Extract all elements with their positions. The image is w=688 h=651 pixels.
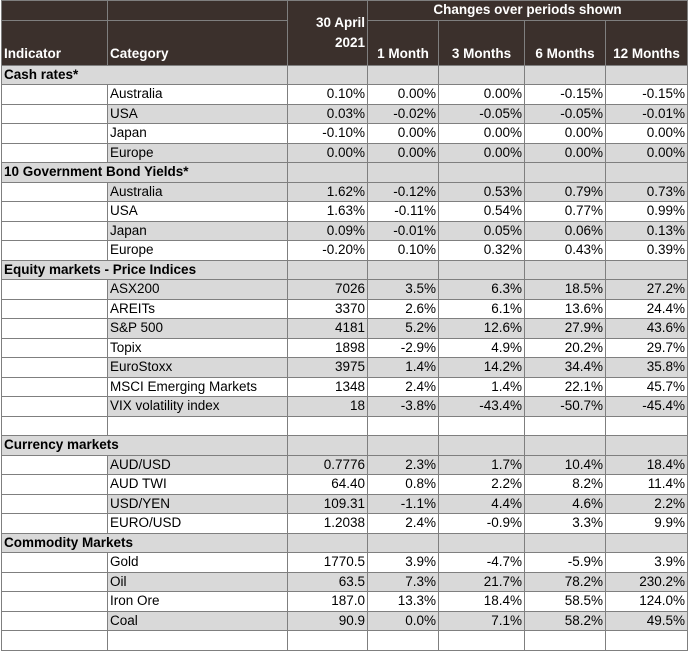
value-cell: 7026 <box>288 280 368 300</box>
header-blank-category <box>108 1 288 21</box>
table-row <box>2 124 688 144</box>
change-cell-m12: -0.01% <box>606 104 688 124</box>
indicator-cell <box>2 611 108 631</box>
indicator-cell <box>2 377 108 397</box>
header-period-1m: 1 Month <box>368 20 439 65</box>
header-date-line1: 30 April <box>315 14 365 30</box>
change-cell-m3: 6.1% <box>439 299 525 319</box>
change-cell-m3: -0.05% <box>439 104 525 124</box>
section-empty-cell <box>525 163 606 183</box>
change-cell-m3: 0.00% <box>439 85 525 105</box>
category-cell <box>108 416 288 436</box>
change-cell-m12: -0.15% <box>606 85 688 105</box>
section-empty-cell <box>288 260 368 280</box>
table-row <box>2 455 688 475</box>
category-cell: USA <box>108 202 288 222</box>
change-cell-m1: 2.4% <box>368 377 439 397</box>
change-cell-m6: 0.79% <box>525 182 606 202</box>
change-cell-m6: 13.6% <box>525 299 606 319</box>
change-cell-m6: 0.00% <box>525 124 606 144</box>
section-title: Commodity Markets <box>2 533 288 553</box>
change-cell-m1: 0.0% <box>368 611 439 631</box>
indicator-cell <box>2 280 108 300</box>
table-row <box>2 592 688 612</box>
value-cell: 1.62% <box>288 182 368 202</box>
change-cell-m12: 2.2% <box>606 494 688 514</box>
section-empty-cell <box>288 65 368 85</box>
change-cell-m3: 6.3% <box>439 280 525 300</box>
change-cell-m1: 3.9% <box>368 553 439 573</box>
change-cell-m6 <box>525 631 606 651</box>
change-cell-m12: 0.39% <box>606 241 688 261</box>
change-cell-m3: -43.4% <box>439 397 525 417</box>
section-title: 10 Government Bond Yields* <box>2 163 288 183</box>
change-cell-m6: -5.9% <box>525 553 606 573</box>
change-cell-m12: 0.00% <box>606 143 688 163</box>
change-cell-m3: 0.32% <box>439 241 525 261</box>
change-cell-m12: 3.9% <box>606 553 688 573</box>
section-empty-cell <box>525 436 606 456</box>
header-row-top <box>2 1 688 21</box>
value-cell: 0.10% <box>288 85 368 105</box>
change-cell-m12: 124.0% <box>606 592 688 612</box>
indicator-cell <box>2 299 108 319</box>
header-date-line2: 2021 <box>334 34 365 50</box>
change-cell-m6: 0.77% <box>525 202 606 222</box>
table-row <box>2 221 688 241</box>
indicator-cell <box>2 514 108 534</box>
indicator-cell <box>2 475 108 495</box>
header-date <box>288 1 368 66</box>
change-cell-m12 <box>606 416 688 436</box>
change-cell-m3: 12.6% <box>439 319 525 339</box>
change-cell-m6 <box>525 416 606 436</box>
category-cell: Europe <box>108 241 288 261</box>
table-row <box>2 358 688 378</box>
change-cell-m6: 10.4% <box>525 455 606 475</box>
category-cell: AREITs <box>108 299 288 319</box>
section-empty-cell <box>368 65 439 85</box>
section-empty-cell <box>288 163 368 183</box>
value-cell: 0.09% <box>288 221 368 241</box>
change-cell-m6: 18.5% <box>525 280 606 300</box>
change-cell-m1 <box>368 631 439 651</box>
section-empty-cell <box>525 533 606 553</box>
change-cell-m6: -0.15% <box>525 85 606 105</box>
change-cell-m6: 58.5% <box>525 592 606 612</box>
change-cell-m12: 24.4% <box>606 299 688 319</box>
section-empty-cell <box>606 65 688 85</box>
indicator-cell <box>2 631 108 651</box>
value-cell: 4181 <box>288 319 368 339</box>
indicator-cell <box>2 143 108 163</box>
category-cell: USD/YEN <box>108 494 288 514</box>
indicator-cell <box>2 397 108 417</box>
change-cell-m6: 78.2% <box>525 572 606 592</box>
indicator-cell <box>2 572 108 592</box>
change-cell-m1: 2.6% <box>368 299 439 319</box>
change-cell-m12: 43.6% <box>606 319 688 339</box>
change-cell-m1: 0.00% <box>368 124 439 144</box>
category-cell: ASX200 <box>108 280 288 300</box>
section-empty-cell <box>439 436 525 456</box>
change-cell-m3: 0.53% <box>439 182 525 202</box>
change-cell-m12: -45.4% <box>606 397 688 417</box>
table-row <box>2 631 688 651</box>
category-cell: AUD TWI <box>108 475 288 495</box>
category-cell: Coal <box>108 611 288 631</box>
category-cell: EURO/USD <box>108 514 288 534</box>
change-cell-m3: 21.7% <box>439 572 525 592</box>
category-cell: Oil <box>108 572 288 592</box>
value-cell: 0.00% <box>288 143 368 163</box>
header-category: Category <box>108 20 288 65</box>
category-cell: Gold <box>108 553 288 573</box>
change-cell-m3: 0.00% <box>439 143 525 163</box>
table-row <box>2 572 688 592</box>
change-cell-m12: 18.4% <box>606 455 688 475</box>
category-cell: Australia <box>108 182 288 202</box>
section-empty-cell <box>368 260 439 280</box>
change-cell-m1: -2.9% <box>368 338 439 358</box>
table-row <box>2 182 688 202</box>
value-cell: 1348 <box>288 377 368 397</box>
table-row <box>2 104 688 124</box>
change-cell-m12: 45.7% <box>606 377 688 397</box>
table-row <box>2 514 688 534</box>
indicator-cell <box>2 104 108 124</box>
indicator-cell <box>2 202 108 222</box>
header-period-6m: 6 Months <box>525 20 606 65</box>
category-cell: Japan <box>108 221 288 241</box>
table-body <box>2 65 688 650</box>
value-cell: 1.63% <box>288 202 368 222</box>
section-empty-cell <box>288 533 368 553</box>
value-cell: 187.0 <box>288 592 368 612</box>
change-cell-m1: 0.00% <box>368 143 439 163</box>
change-cell-m1: -0.02% <box>368 104 439 124</box>
change-cell-m3 <box>439 631 525 651</box>
change-cell-m3 <box>439 416 525 436</box>
section-empty-cell <box>525 260 606 280</box>
value-cell: 1.2038 <box>288 514 368 534</box>
change-cell-m1: -0.12% <box>368 182 439 202</box>
table-row <box>2 494 688 514</box>
category-cell: Iron Ore <box>108 592 288 612</box>
table-row <box>2 611 688 631</box>
change-cell-m12: 11.4% <box>606 475 688 495</box>
category-cell: USA <box>108 104 288 124</box>
value-cell: 0.03% <box>288 104 368 124</box>
value-cell <box>288 631 368 651</box>
section-empty-cell <box>606 533 688 553</box>
indicator-cell <box>2 494 108 514</box>
category-cell <box>108 631 288 651</box>
category-cell: AUD/USD <box>108 455 288 475</box>
section-empty-cell <box>288 436 368 456</box>
section-empty-cell <box>606 260 688 280</box>
table-row <box>2 319 688 339</box>
header-period-3m: 3 Months <box>439 20 525 65</box>
change-cell-m1: 0.8% <box>368 475 439 495</box>
table-row <box>2 280 688 300</box>
change-cell-m1: -3.8% <box>368 397 439 417</box>
change-cell-m3: 4.4% <box>439 494 525 514</box>
value-cell <box>288 416 368 436</box>
section-empty-cell <box>525 65 606 85</box>
value-cell: -0.10% <box>288 124 368 144</box>
section-empty-cell <box>606 436 688 456</box>
change-cell-m6: -50.7% <box>525 397 606 417</box>
section-row <box>2 65 688 85</box>
table-row <box>2 241 688 261</box>
change-cell-m1: 5.2% <box>368 319 439 339</box>
section-row <box>2 533 688 553</box>
value-cell: 18 <box>288 397 368 417</box>
indicator-cell <box>2 416 108 436</box>
market-indicators-table <box>1 0 688 651</box>
change-cell-m1: -0.11% <box>368 202 439 222</box>
change-cell-m6: 22.1% <box>525 377 606 397</box>
change-cell-m1: 13.3% <box>368 592 439 612</box>
change-cell-m6: 8.2% <box>525 475 606 495</box>
section-empty-cell <box>439 163 525 183</box>
section-empty-cell <box>368 533 439 553</box>
value-cell: 64.40 <box>288 475 368 495</box>
change-cell-m12: 0.73% <box>606 182 688 202</box>
category-cell: Japan <box>108 124 288 144</box>
header-blank-indicator <box>2 1 108 21</box>
section-title: Cash rates* <box>2 65 288 85</box>
indicator-cell <box>2 319 108 339</box>
change-cell-m12: 49.5% <box>606 611 688 631</box>
change-cell-m6: 0.43% <box>525 241 606 261</box>
category-cell: Europe <box>108 143 288 163</box>
change-cell-m1: -1.1% <box>368 494 439 514</box>
change-cell-m1 <box>368 416 439 436</box>
value-cell: 90.9 <box>288 611 368 631</box>
change-cell-m6: 27.9% <box>525 319 606 339</box>
table-row <box>2 553 688 573</box>
change-cell-m6: -0.05% <box>525 104 606 124</box>
change-cell-m1: 7.3% <box>368 572 439 592</box>
change-cell-m3: 18.4% <box>439 592 525 612</box>
table-row <box>2 397 688 417</box>
value-cell: 1770.5 <box>288 553 368 573</box>
table-row <box>2 202 688 222</box>
category-cell: EuroStoxx <box>108 358 288 378</box>
indicator-cell <box>2 455 108 475</box>
section-title: Currency markets <box>2 436 288 456</box>
change-cell-m1: -0.01% <box>368 221 439 241</box>
change-cell-m6: 20.2% <box>525 338 606 358</box>
section-row <box>2 436 688 456</box>
change-cell-m12: 9.9% <box>606 514 688 534</box>
header-changes: Changes over periods shown <box>368 1 688 21</box>
change-cell-m3: -0.9% <box>439 514 525 534</box>
value-cell: 109.31 <box>288 494 368 514</box>
change-cell-m3: 0.05% <box>439 221 525 241</box>
indicator-cell <box>2 553 108 573</box>
table-row <box>2 338 688 358</box>
change-cell-m1: 0.00% <box>368 85 439 105</box>
section-row <box>2 260 688 280</box>
category-cell: VIX volatility index <box>108 397 288 417</box>
category-cell: Australia <box>108 85 288 105</box>
indicator-cell <box>2 358 108 378</box>
table-row <box>2 416 688 436</box>
change-cell-m6: 0.00% <box>525 143 606 163</box>
table-row <box>2 143 688 163</box>
change-cell-m12: 0.13% <box>606 221 688 241</box>
change-cell-m12: 0.99% <box>606 202 688 222</box>
section-empty-cell <box>439 533 525 553</box>
change-cell-m6: 34.4% <box>525 358 606 378</box>
indicator-cell <box>2 124 108 144</box>
change-cell-m3: 1.7% <box>439 455 525 475</box>
change-cell-m3: 14.2% <box>439 358 525 378</box>
change-cell-m6: 4.6% <box>525 494 606 514</box>
change-cell-m3: 0.54% <box>439 202 525 222</box>
indicator-cell <box>2 338 108 358</box>
category-cell: S&P 500 <box>108 319 288 339</box>
section-row <box>2 163 688 183</box>
change-cell-m3: 7.1% <box>439 611 525 631</box>
change-cell-m3: 1.4% <box>439 377 525 397</box>
table-row <box>2 377 688 397</box>
change-cell-m1: 0.10% <box>368 241 439 261</box>
change-cell-m6: 0.06% <box>525 221 606 241</box>
change-cell-m1: 3.5% <box>368 280 439 300</box>
indicator-cell <box>2 592 108 612</box>
section-empty-cell <box>606 163 688 183</box>
change-cell-m3: 0.00% <box>439 124 525 144</box>
change-cell-m6: 58.2% <box>525 611 606 631</box>
indicator-cell <box>2 182 108 202</box>
change-cell-m3: -4.7% <box>439 553 525 573</box>
table-row <box>2 299 688 319</box>
indicator-cell <box>2 85 108 105</box>
section-empty-cell <box>368 163 439 183</box>
change-cell-m1: 2.3% <box>368 455 439 475</box>
value-cell: -0.20% <box>288 241 368 261</box>
value-cell: 3370 <box>288 299 368 319</box>
change-cell-m3: 4.9% <box>439 338 525 358</box>
change-cell-m1: 1.4% <box>368 358 439 378</box>
change-cell-m12: 27.2% <box>606 280 688 300</box>
value-cell: 0.7776 <box>288 455 368 475</box>
indicator-cell <box>2 221 108 241</box>
table-row <box>2 85 688 105</box>
indicator-cell <box>2 241 108 261</box>
category-cell: MSCI Emerging Markets <box>108 377 288 397</box>
section-empty-cell <box>439 260 525 280</box>
change-cell-m3: 2.2% <box>439 475 525 495</box>
category-cell: Topix <box>108 338 288 358</box>
change-cell-m6: 3.3% <box>525 514 606 534</box>
section-title: Equity markets - Price Indices <box>2 260 288 280</box>
section-empty-cell <box>439 65 525 85</box>
value-cell: 1898 <box>288 338 368 358</box>
section-empty-cell <box>368 436 439 456</box>
change-cell-m12 <box>606 631 688 651</box>
value-cell: 63.5 <box>288 572 368 592</box>
header-indicator: Indicator <box>2 20 108 65</box>
change-cell-m1: 2.4% <box>368 514 439 534</box>
value-cell: 3975 <box>288 358 368 378</box>
change-cell-m12: 230.2% <box>606 572 688 592</box>
table-row <box>2 475 688 495</box>
header-period-12m: 12 Months <box>606 20 688 65</box>
change-cell-m12: 0.00% <box>606 124 688 144</box>
change-cell-m12: 35.8% <box>606 358 688 378</box>
change-cell-m12: 29.7% <box>606 338 688 358</box>
